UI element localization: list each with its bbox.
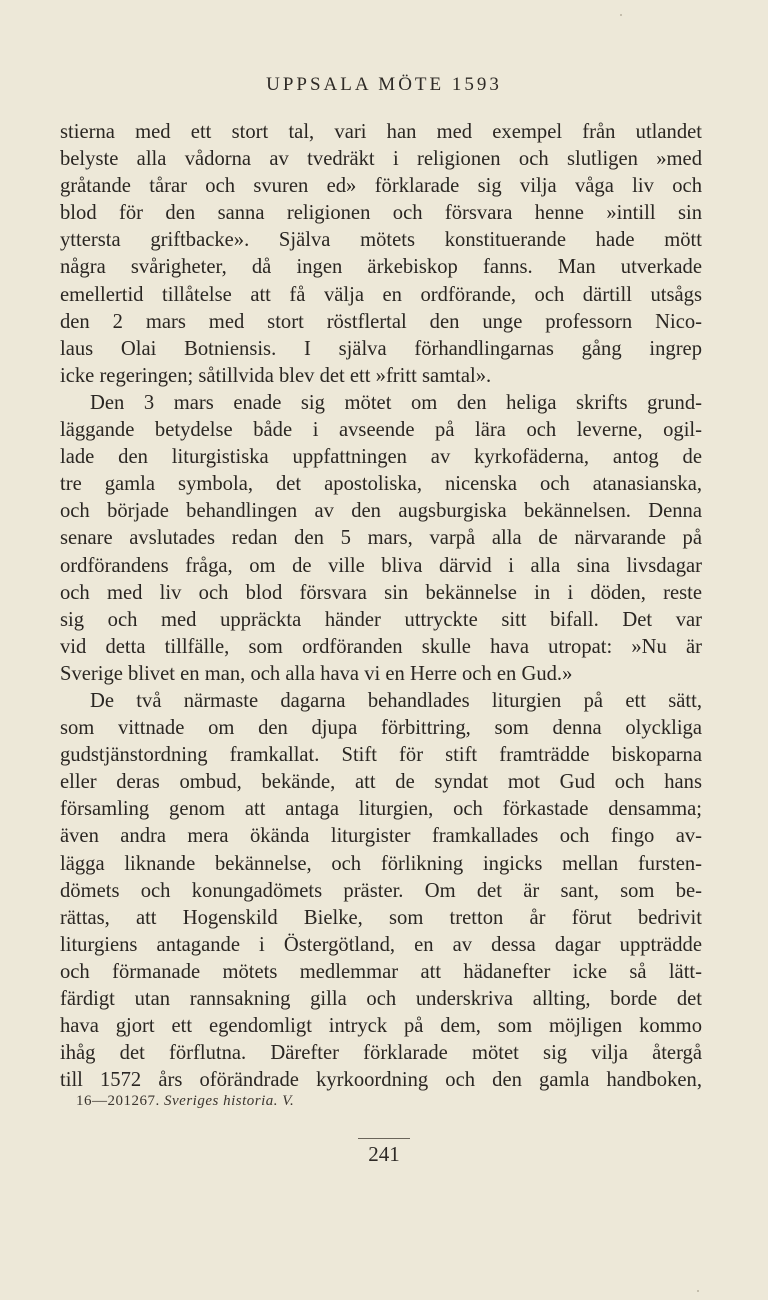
text-line: och förmanade mötets medlemmar att hädanefter icke så lätt- [60, 960, 702, 983]
text-line: församling genom att antaga liturgien, och förkastade densamma; [60, 798, 702, 821]
text-line: lägga liknande bekännelse, och förlikning ingicks mellan fursten- [60, 852, 702, 875]
paper-speck [620, 14, 622, 16]
body-text [60, 119, 702, 1094]
folio-rule [358, 1138, 410, 1139]
text-line: yttersta griftbacke». Själva mötets konstituerande hade mött [60, 229, 702, 252]
page-number: 241 [368, 1142, 400, 1166]
text-line: rättas, att Hogenskild Bielke, som tretton år förut bedrivit [60, 906, 702, 929]
text-line: liturgiens antagande i Östergötland, en av dessa dagar uppträdde [60, 933, 702, 956]
text-line: senare avslutades redan den 5 mars, varpå alla de närvarande på [60, 527, 702, 550]
text-line: blod för den sanna religionen och försvara henne »intill sin [60, 202, 702, 225]
text-line: lade den liturgistiska uppfattningen av kyrkofäderna, antog de [60, 446, 702, 469]
text-line: ordförandens fråga, om de ville bliva därvid i alla sina livsdagar [60, 554, 702, 577]
text-line: läggande betydelse både i avseende på lära och leverne, ogil- [60, 419, 702, 442]
signature-title: Sveriges historia. V. [164, 1093, 295, 1109]
text-line: och började behandlingen av den augsburgiska bekännelsen. Denna [60, 500, 702, 523]
text-line: tre gamla symbola, det apostoliska, nicenska och atanasianska, [60, 473, 702, 496]
text-line: några svårigheter, då ingen ärkebiskop fanns. Man utverkade [60, 256, 702, 279]
text-line: som vittnade om den djupa förbittring, som denna olyckliga [60, 717, 702, 740]
text-line: laus Olai Botniensis. I själva förhandlingarnas gång ingrep [60, 337, 702, 360]
text-line: eller deras ombud, bekände, att de syndat mot Gud och hans [60, 771, 702, 794]
text-line: stierna med ett stort tal, vari han med exempel från utlandet [60, 121, 702, 143]
text-line: Sverige blivet en man, och alla hava vi en Herre och en Gud.» [60, 662, 573, 685]
text-line: icke regeringen; såtillvida blev det ett »fritt samtal». [60, 364, 492, 387]
text-line: färdigt utan rannsakning gilla och underskriva allting, borde det [60, 988, 702, 1010]
text-line: till 1572 års oförändrade kyrkoordning och den gamla handboken, [60, 1069, 702, 1092]
text-line: sig och med uppräckta händer uttryckte sitt bifall. Det var [60, 608, 702, 631]
printer-signature [76, 1093, 294, 1110]
text-line: dömets och konungadömets präster. Om det är sant, som be- [60, 879, 702, 902]
text-line: även andra mera ökända liturgister framkallades och fingo av- [60, 825, 702, 848]
running-head: UPPSALA MÖTE 1593 [266, 74, 502, 95]
text-line: ihåg det förflutna. Därefter förklarade mötet sig vilja återgå [60, 1042, 702, 1065]
text-line: De två närmaste dagarna behandlades liturgien på ett sätt, [90, 689, 702, 712]
text-line: hava gjort ett egendomligt intryck på dem, som möjligen kommo [60, 1015, 702, 1038]
text-line: gråtande tårar och svuren ed» förklarade sig vilja våga liv och [60, 175, 702, 198]
paper-speck [697, 1290, 699, 1292]
text-line: den 2 mars med stort röstflertal den unge professorn Nico- [60, 310, 702, 333]
text-line: vid detta tillfälle, som ordföranden skulle hava utropat: »Nu är [60, 635, 702, 658]
text-line: belyste alla vådorna av tvedräkt i religionen och slutligen »med [60, 148, 702, 171]
text-line: gudstjänstordning framkallat. Stift för stift framträdde biskoparna [60, 744, 702, 767]
text-line: och med liv och blod försvara sin bekännelse in i döden, reste [60, 581, 702, 604]
signature-number: 16—201267. [76, 1093, 160, 1109]
text-line: emellertid tillåtelse att få välja en ordförande, och därtill utsågs [60, 283, 702, 306]
text-line: Den 3 mars enade sig mötet om den heliga skrifts grund- [90, 391, 702, 414]
